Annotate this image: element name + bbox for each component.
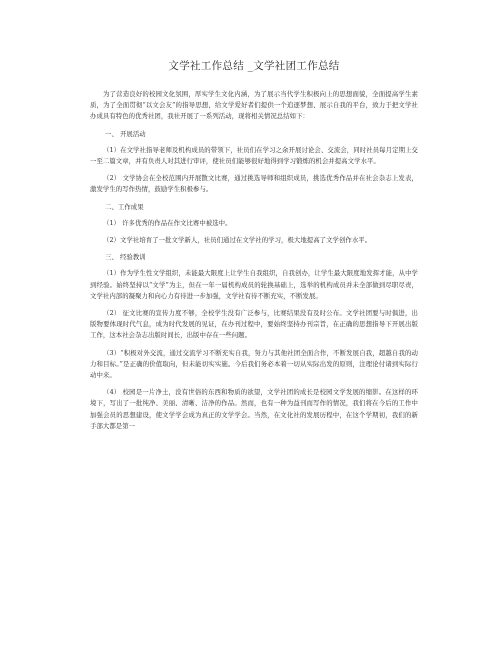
lesson-item-1: （1）作为学生性文学组织，未能最大限度上让学生自我组织，自我创办，让学生最大限度地发挥才能，从中学到经验。始终坚持以“文学”为主，但在一年一届机构成员的轮换基础上，选举的机构成员并未全部做到尽职尽责，文学社内部的凝聚力和向心力有待进一步加强，文学社有待不断充实，不断发展。	[90, 269, 418, 300]
result-item-1: （1） 许多优秀的作品在作文比赛中被选中。	[103, 218, 232, 227]
result-item-2: （2）文学社培育了一批文学新人，社员们通过在文学社的学习，极大地提高了文学创作水平。	[103, 236, 372, 245]
activity-item-2: （2） 文学协会在全校范围内开展散文比赛，通过挑选导师和组织成员，挑选优秀作品并在社会杂志上发表，激发学生的写作热情，鼓励学生积极参与。	[90, 174, 418, 194]
document-title: 文学社工作总结 _文学社团工作总结	[168, 60, 340, 72]
lesson-item-3: （3）“积极对外交流，通过交流学习不断充实自我，努力与其他社团全面合作，不断发展自我，超越自我的动力和目标。”是正确的价值取向，但未能切实实施。今后我们务必本着一切从实际出发的原则，注理论付诸到实际行动中来。	[90, 348, 418, 380]
activity-item-1: （1）在文学社指导老师及机构成员的带领下，社员们在学习之余开展讨论会、交流会，同时社员每月定期上交一至二篇文章，并有负责人对其进行审评，使社员们能够很好地得到学习锻炼的机会并提高文学水平。	[90, 145, 418, 166]
section-heading-results: 二、工作成果	[105, 202, 144, 211]
intro-paragraph: 为了营造良好的校园文化氛围，厚实学生文化内涵，为了展示当代学生积极向上的思想面貌，全面提高学生素质，为了全面贯彻“以文会友”的指导思想，给文学爱好者们提供一个追逐梦想、展示自我的平台，致力于把文学社办成具有特色的优秀社团，我社开展了一系列活动，现将相关情况总结如下：	[90, 90, 418, 121]
section-heading-lessons: 三、 经验教训	[105, 253, 146, 262]
lesson-item-4: （4） 校园是一片净土，没有世俗的东西和物质的欲望，文学社团的成长是校园文学发展的缩影。在这样的环境下，写出了一批纯净、美丽、清晰、洁净的作品。然而，也有一种为益刊而写作的情况，我们将在今后的工作中加强会员的思想建设，使文学学会成为真正的文学学会。当然，在文化社的发展历程中，在这个学期初，我们的新手部大都是第一	[90, 388, 418, 430]
section-heading-activities: 一、 开展活动	[105, 129, 146, 138]
lesson-item-2: （2） 征文比赛的宣传力度不够，全校学生没有广泛参与，比赛结果没有及时公布。文学社团要与时俱进，出版物要体现时代气息，成为时代发展的见证，在办刊过程中，要始终坚持办刊宗旨，在正确的思想指导下开展出版工作，这本社会杂志出版时间长，出版中存在一些问题。	[90, 309, 418, 340]
